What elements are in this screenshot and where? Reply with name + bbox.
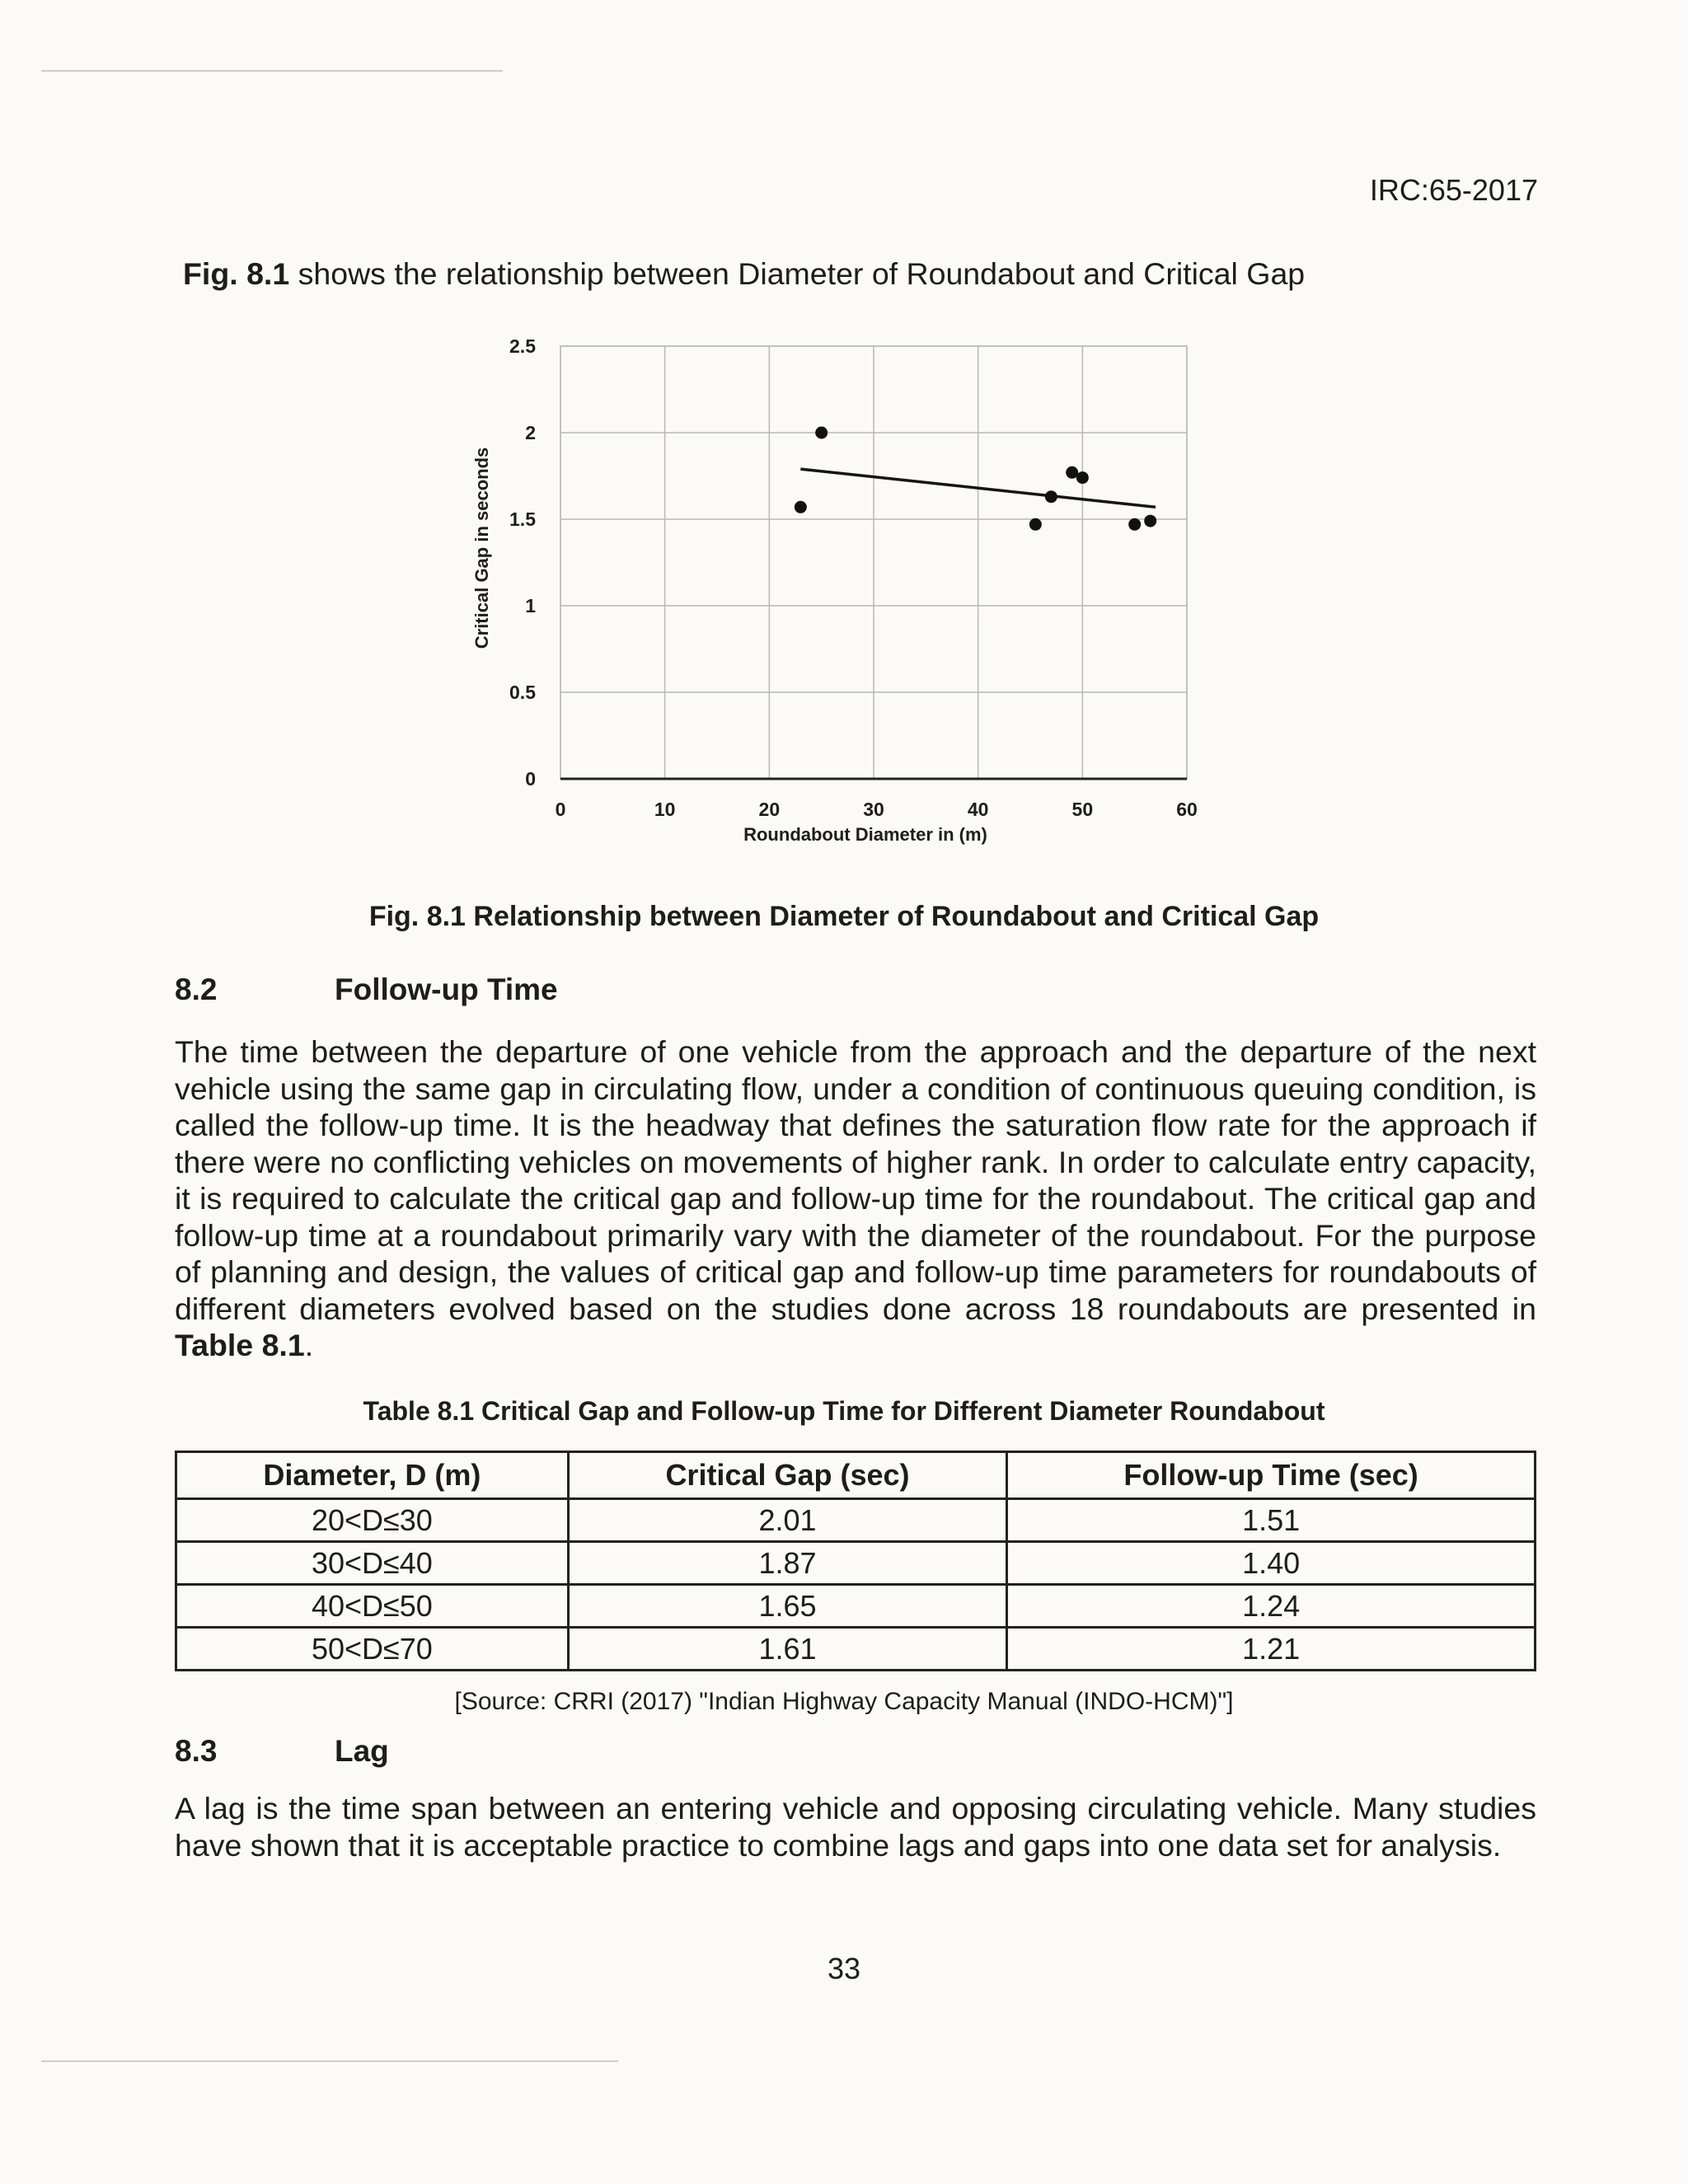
chart-y-tick-label: 2 bbox=[525, 422, 536, 443]
table-row bbox=[176, 1628, 1536, 1671]
chart-y-axis-label: Critical Gap in seconds bbox=[471, 447, 492, 649]
cell-diameter: 20<D≤30 bbox=[176, 1499, 569, 1542]
chart-y-tick-label: 0 bbox=[525, 768, 536, 790]
section-8-2-title: Follow-up Time bbox=[335, 972, 558, 1006]
chart-y-tick-label: 0.5 bbox=[509, 682, 536, 703]
cell-critical-gap: 1.87 bbox=[568, 1542, 1006, 1585]
document-id: IRC:65-2017 bbox=[1369, 173, 1538, 207]
cell-follow-up-time: 1.21 bbox=[1007, 1628, 1536, 1671]
page-number: 33 bbox=[827, 1952, 861, 1985]
section-8-3-body: A lag is the time span between an entering vehicle and opposing circulating vehicle. Many studies have shown that it is acceptable practice to combine lags and gaps into one data set for analysis. bbox=[175, 1791, 1536, 1863]
chart-x-tick-label: 50 bbox=[1071, 799, 1094, 820]
section-8-2-end: . bbox=[304, 1328, 314, 1362]
cell-critical-gap: 1.61 bbox=[568, 1628, 1006, 1671]
table-header-row bbox=[176, 1452, 1536, 1499]
cell-follow-up-time: 1.51 bbox=[1007, 1499, 1536, 1542]
cell-critical-gap: 1.65 bbox=[568, 1585, 1006, 1628]
chart-data-point bbox=[1045, 490, 1057, 503]
cell-critical-gap: 2.01 bbox=[568, 1499, 1006, 1542]
chart-y-tick-label: 2.5 bbox=[509, 335, 536, 357]
chart-x-tick-label: 20 bbox=[758, 799, 781, 820]
cell-follow-up-time: 1.24 bbox=[1007, 1585, 1536, 1628]
chart-y-tick-label: 1.5 bbox=[509, 509, 536, 530]
cell-diameter: 30<D≤40 bbox=[176, 1542, 569, 1585]
header-follow-up-time: Follow-up Time (sec) bbox=[1007, 1452, 1536, 1499]
section-8-2-number: 8.2 bbox=[175, 972, 218, 1006]
chart-x-tick-label: 40 bbox=[967, 799, 989, 820]
chart-data-point bbox=[795, 501, 807, 513]
chart-x-tick-label: 0 bbox=[555, 799, 566, 820]
chart-x-tick-label: 10 bbox=[654, 799, 676, 820]
critical-gap-scatter-chart bbox=[462, 321, 1220, 857]
chart-x-axis-label: Roundabout Diameter in (m) bbox=[743, 824, 987, 845]
table-caption: Table 8.1 Critical Gap and Follow-up Time for Different Diameter Roundabout bbox=[363, 1396, 1325, 1426]
chart-y-tick-label: 1 bbox=[525, 595, 536, 616]
table-row bbox=[176, 1585, 1536, 1628]
header-critical-gap: Critical Gap (sec) bbox=[568, 1452, 1006, 1499]
header-diameter: Diameter, D (m) bbox=[176, 1452, 569, 1499]
cell-follow-up-time: 1.40 bbox=[1007, 1542, 1536, 1585]
section-8-3-title: Lag bbox=[335, 1734, 389, 1768]
figure-reference: Fig. 8.1 bbox=[183, 256, 290, 291]
table-reference: Table 8.1 bbox=[175, 1328, 305, 1362]
chart-data-point bbox=[1144, 515, 1156, 527]
intro-text: shows the relationship between Diameter of Roundabout and Critical Gap bbox=[289, 256, 1306, 291]
bottom-rule bbox=[41, 2060, 618, 2062]
chart-data-point bbox=[815, 427, 828, 439]
table-row bbox=[176, 1499, 1536, 1542]
intro-sentence bbox=[183, 256, 1305, 292]
chart-data-point bbox=[1128, 518, 1141, 531]
top-rule bbox=[41, 70, 503, 72]
table-row bbox=[176, 1542, 1536, 1585]
chart-data-point bbox=[1076, 471, 1089, 484]
chart-x-tick-label: 30 bbox=[863, 799, 884, 820]
section-8-3-number: 8.3 bbox=[175, 1734, 218, 1768]
critical-gap-table bbox=[175, 1451, 1536, 1671]
table-source: [Source: CRRI (2017) "Indian Highway Capacity Manual (INDO-HCM)"] bbox=[454, 1688, 1234, 1715]
figure-caption: Fig. 8.1 Relationship between Diameter of Roundabout and Critical Gap bbox=[368, 901, 1320, 932]
cell-diameter: 40<D≤50 bbox=[176, 1585, 569, 1628]
section-8-2-text: The time between the departure of one vehicle from the approach and the departure of the next vehicle using the same gap in circulating flow, under a condition of continuous queuing condition, is called the follow-up time. It is the headway that defines the saturation flow rate for the approach if there were no conflicting vehicles on movements of higher rank. In order to calculate entry capacity, it is required to calculate the critical gap and follow-up time for the roundabout. The critical gap and follow-up time at a roundabout primarily vary with the diameter of the roundabout. For the purpose of planning and design, the values of critical gap and follow-up time parameters for roundabouts of different diameters evolved based on the studies done across 18 roundabouts are presented in bbox=[175, 1034, 1536, 1326]
section-8-2-body bbox=[175, 1033, 1536, 1364]
cell-diameter: 50<D≤70 bbox=[176, 1628, 569, 1671]
chart-x-tick-label: 60 bbox=[1176, 799, 1198, 820]
chart-data-point bbox=[1029, 518, 1042, 531]
